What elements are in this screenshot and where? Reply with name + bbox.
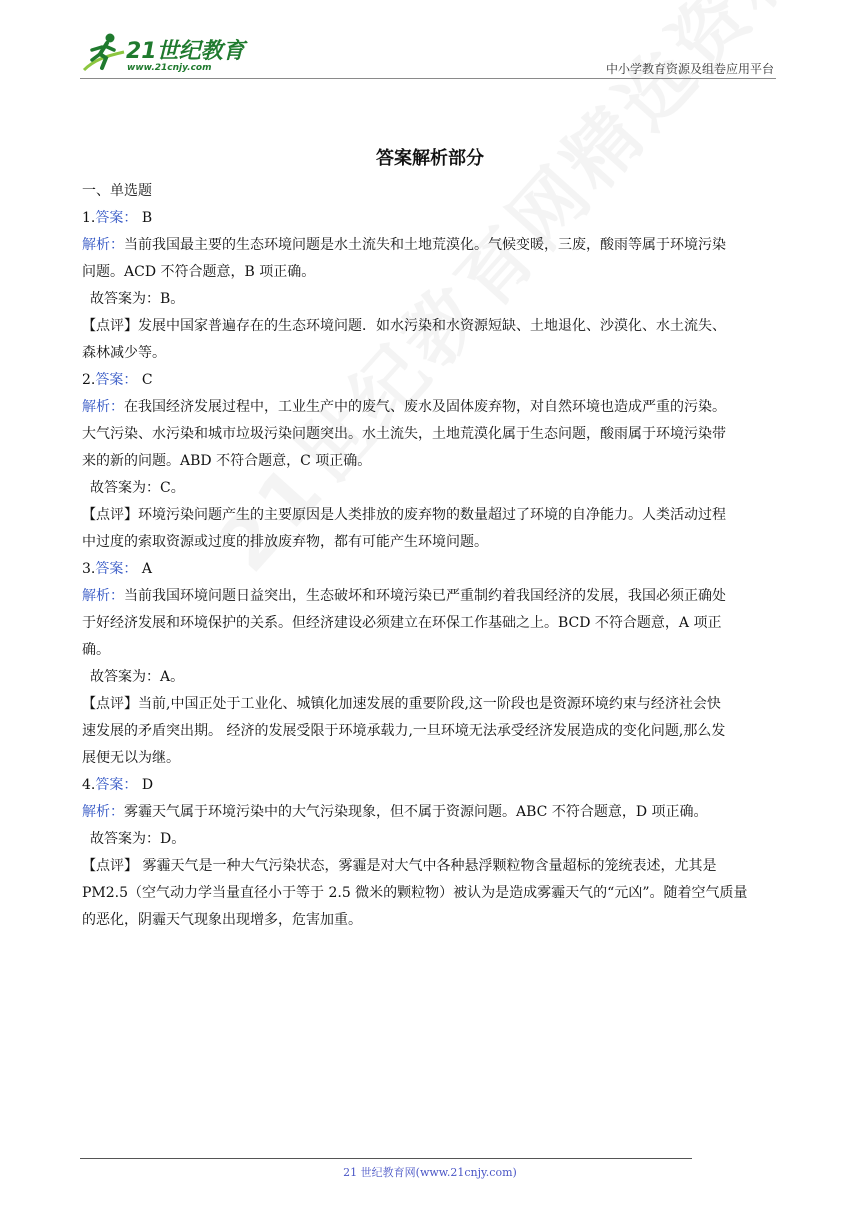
question-number: 3. — [82, 561, 96, 577]
answer-label: 答案： — [95, 777, 138, 793]
analysis-line — [82, 394, 782, 421]
analysis-label: 解析： — [82, 588, 124, 604]
question-4 — [82, 772, 782, 934]
analysis-line: 确。 — [82, 642, 110, 658]
question-number: 4. — [82, 777, 96, 793]
analysis-line — [82, 799, 782, 826]
comment-line: 【点评】当前,中国正处于工业化、城镇化加速发展的重要阶段,这一阶段也是资源环境约束与经济社会快 — [82, 696, 721, 712]
analysis-line: 大气污染、水污染和城市垃圾污染问题突出。水土流失，土地荒漠化属于生态问题，酸雨属于环境污染带 — [82, 426, 726, 442]
comment-line: 展便无以为继。 — [82, 750, 180, 766]
analysis-text: 雾霾天气属于环境污染中的大气污染现象，但不属于资源问题。ABC 不符合题意，D 项正确。 — [124, 804, 708, 820]
answer-value: B — [141, 210, 153, 226]
analysis-label: 解析： — [82, 399, 124, 415]
answer-label: 答案： — [95, 210, 138, 226]
answer-line — [82, 205, 782, 232]
comment-line: 【点评】环境污染问题产生的主要原因是人类排放的废弃物的数量超过了环境的自净能力。人类活动过程 — [82, 507, 726, 523]
comment-line: 【点评】 雾霾天气是一种大气污染状态，雾霾是对大气中各种悬浮颗粒物含量超标的笼统表述，尤其是 — [82, 858, 717, 874]
comment-line: 速发展的矛盾突出期。 经济的发展受限于环境承载力,一旦环境无法承受经济发展造成的变化问题,那么发 — [82, 723, 726, 739]
footer: 21 世纪教育网(www.21cnjy.com) — [343, 1166, 517, 1179]
section-heading: 一、单选题 — [82, 183, 152, 199]
analysis-line — [82, 583, 782, 610]
answer-value: D — [141, 777, 154, 793]
footer-divider — [80, 1158, 692, 1159]
analysis-label: 解析： — [82, 804, 124, 820]
answer-content — [82, 178, 782, 934]
comment-line: 森林减少等。 — [82, 345, 166, 361]
answer-line — [82, 772, 782, 799]
analysis-line: 于好经济发展和环境保护的关系。但经济建设必须建立在环保工作基础之上。BCD 不符合题意，A 项正 — [82, 615, 722, 631]
logo-url: www.21cnjy.com — [127, 63, 212, 73]
question-3 — [82, 556, 782, 772]
conclusion: 故答案为：A。 — [90, 669, 185, 685]
analysis-line — [82, 232, 782, 259]
conclusion: 故答案为：B。 — [90, 291, 185, 307]
comment-line: 【点评】发展中国家普遍存在的生态环境问题．如水污染和水资源短缺、土地退化、沙漠化、水土流失、 — [82, 318, 726, 334]
answer-line — [82, 556, 782, 583]
question-2 — [82, 367, 782, 556]
answer-line — [82, 367, 782, 394]
logo-title: 21世纪教育 — [126, 39, 245, 64]
conclusion: 故答案为：D。 — [90, 831, 186, 847]
answer-label: 答案： — [95, 372, 138, 388]
analysis-label: 解析： — [82, 237, 124, 253]
comment-line: 中过度的索取资源或过度的排放废弃物，都有可能产生环境问题。 — [82, 534, 488, 550]
runner-logo-icon — [80, 30, 128, 78]
analysis-text: 当前我国最主要的生态环境问题是水土流失和土地荒漠化。气候变暖，三废，酸雨等属于环境污染 — [124, 237, 726, 253]
conclusion: 故答案为：C。 — [90, 480, 185, 496]
logo — [80, 30, 250, 78]
analysis-text: 当前我国环境问题日益突出，生态破坏和环境污染已严重制约着我国经济的发展，我国必须正确处 — [124, 588, 726, 604]
analysis-line: 问题。ACD 不符合题意，B 项正确。 — [82, 264, 316, 280]
platform-name: 中小学教育资源及组卷应用平台 — [605, 62, 774, 76]
comment-line: 的恶化，阴霾天气现象出现增多，危害加重。 — [82, 912, 362, 928]
answer-value: A — [141, 561, 152, 577]
answer-value: C — [141, 372, 153, 388]
page-title: 答案解析部分 — [376, 148, 484, 169]
question-number: 2. — [82, 372, 96, 388]
analysis-text: 在我国经济发展过程中，工业生产中的废气、废水及固体废弃物，对自然环境也造成严重的污染。 — [124, 399, 726, 415]
question-number: 1. — [82, 210, 96, 226]
comment-line: PM2.5（空气动力学当量直径小于等于 2.5 微米的颗粒物）被认为是造成雾霾天气的“元凶”。随着空气质量 — [82, 885, 748, 901]
question-1 — [82, 205, 782, 367]
analysis-line: 来的新的问题。ABD 不符合题意，C 项正确。 — [82, 453, 372, 469]
answer-label: 答案： — [95, 561, 138, 577]
